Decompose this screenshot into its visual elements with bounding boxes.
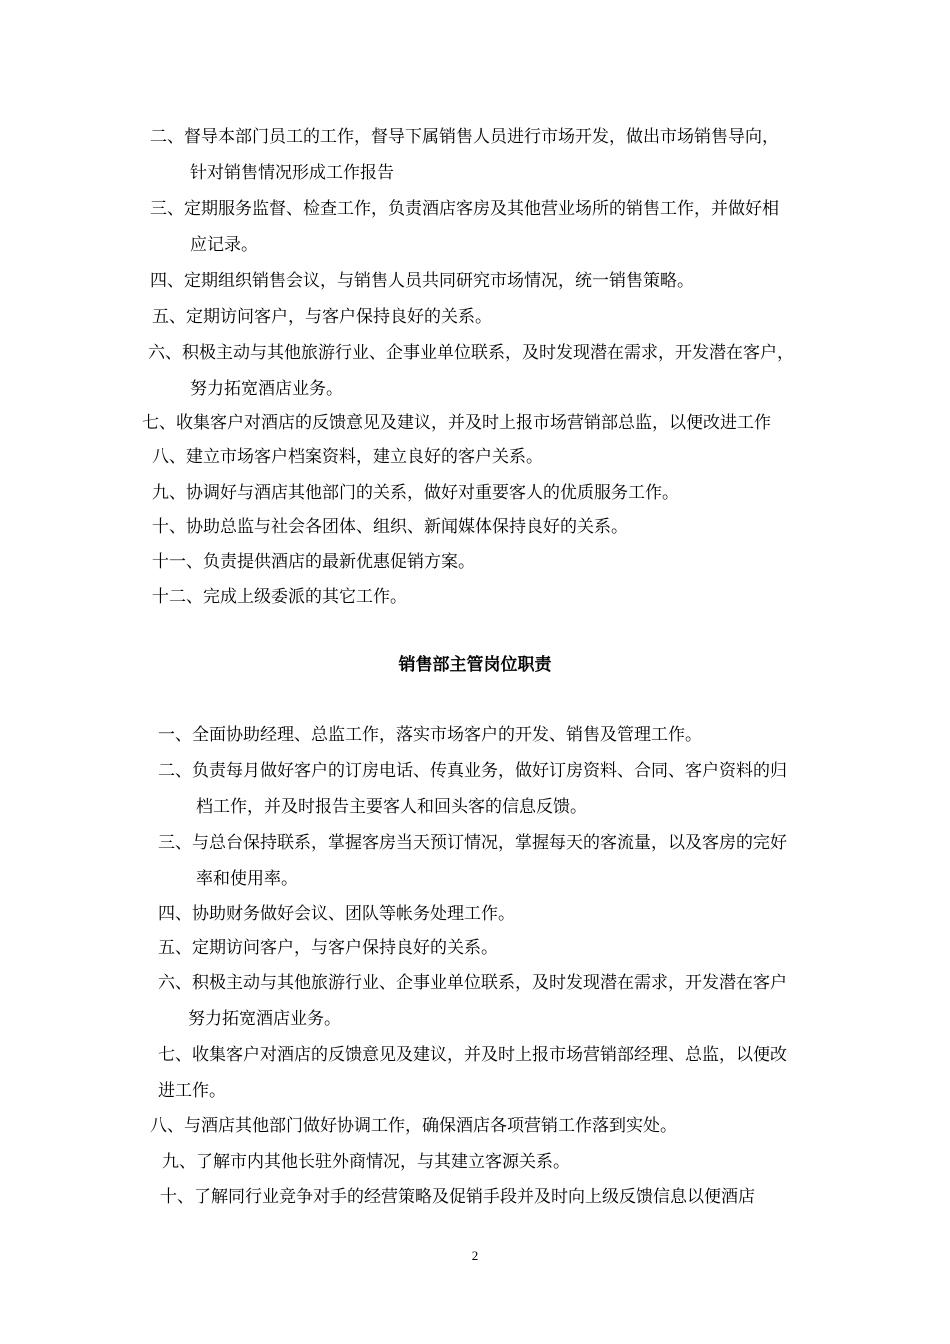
s2-line-8: 六、积极主动与其他旅游行业、企事业单位联系，及时发现潜在需求，开发潜在客户 bbox=[158, 973, 787, 993]
s2-line-9: 努力拓宽酒店业务。 bbox=[188, 1009, 341, 1029]
s1-line-8: 努力拓宽酒店业务。 bbox=[190, 379, 343, 399]
s1-line-12: 十、协助总监与社会各团体、组织、新闻媒体保持良好的关系。 bbox=[152, 517, 628, 537]
page-number: 2 bbox=[471, 1248, 479, 1263]
s1-line-11: 九、协调好与酒店其他部门的关系，做好对重要客人的优质服务工作。 bbox=[152, 483, 679, 503]
s2-line-1: 一、全面协助经理、总监工作，落实市场客户的开发、销售及管理工作。 bbox=[158, 725, 702, 745]
s2-line-3: 档工作，并及时报告主要客人和回头客的信息反馈。 bbox=[196, 797, 587, 817]
s1-line-10: 八、建立市场客户档案资料，建立良好的客户关系。 bbox=[152, 447, 543, 467]
s2-line-2: 二、负责每月做好客户的订房电话、传真业务，做好订房资料、合同、客户资料的归 bbox=[158, 761, 787, 781]
s2-line-5: 率和使用率。 bbox=[196, 869, 298, 889]
s1-line-1: 二、督导本部门员工的工作，督导下属销售人员进行市场开发，做出市场销售导向， bbox=[150, 127, 779, 147]
s2-line-10: 七、收集客户对酒店的反馈意见及建议，并及时上报市场营销部经理、总监，以便改 bbox=[158, 1045, 787, 1065]
s1-line-9: 七、收集客户对酒店的反馈意见及建议，并及时上报市场营销部总监，以便改进工作 bbox=[142, 413, 771, 433]
s1-line-7: 六、积极主动与其他旅游行业、企事业单位联系，及时发现潜在需求，开发潜在客户， bbox=[148, 343, 794, 363]
s1-line-2: 针对销售情况形成工作报告 bbox=[190, 163, 394, 183]
s2-line-14: 十、了解同行业竞争对手的经营策略及促销手段并及时向上级反馈信息以便酒店 bbox=[160, 1187, 755, 1207]
section-title: 销售部主管岗位职责 bbox=[398, 655, 552, 675]
s2-line-12: 八、与酒店其他部门做好协调工作，确保酒店各项营销工作落到实处。 bbox=[150, 1116, 677, 1136]
s1-line-6: 五、定期访问客户，与客户保持良好的关系。 bbox=[152, 307, 492, 327]
s1-line-13: 十一、负责提供酒店的最新优惠促销方案。 bbox=[152, 552, 475, 572]
s1-line-3: 三、定期服务监督、检查工作，负责酒店客房及其他营业场所的销售工作，并做好相 bbox=[150, 199, 779, 219]
s2-line-13: 九、了解市内其他长驻外商情况，与其建立客源关系。 bbox=[162, 1152, 570, 1172]
s1-line-4: 应记录。 bbox=[190, 235, 258, 255]
s2-line-7: 五、定期访问客户，与客户保持良好的关系。 bbox=[158, 938, 498, 958]
s2-line-6: 四、协助财务做好会议、团队等帐务处理工作。 bbox=[158, 904, 515, 924]
s2-line-4: 三、与总台保持联系，掌握客房当天预订情况，掌握每天的客流量，以及客房的完好 bbox=[158, 833, 787, 853]
s1-line-5: 四、定期组织销售会议，与销售人员共同研究市场情况，统一销售策略。 bbox=[150, 271, 694, 291]
s1-line-14: 十二、完成上级委派的其它工作。 bbox=[152, 587, 407, 607]
s2-line-11: 进工作。 bbox=[158, 1081, 226, 1101]
